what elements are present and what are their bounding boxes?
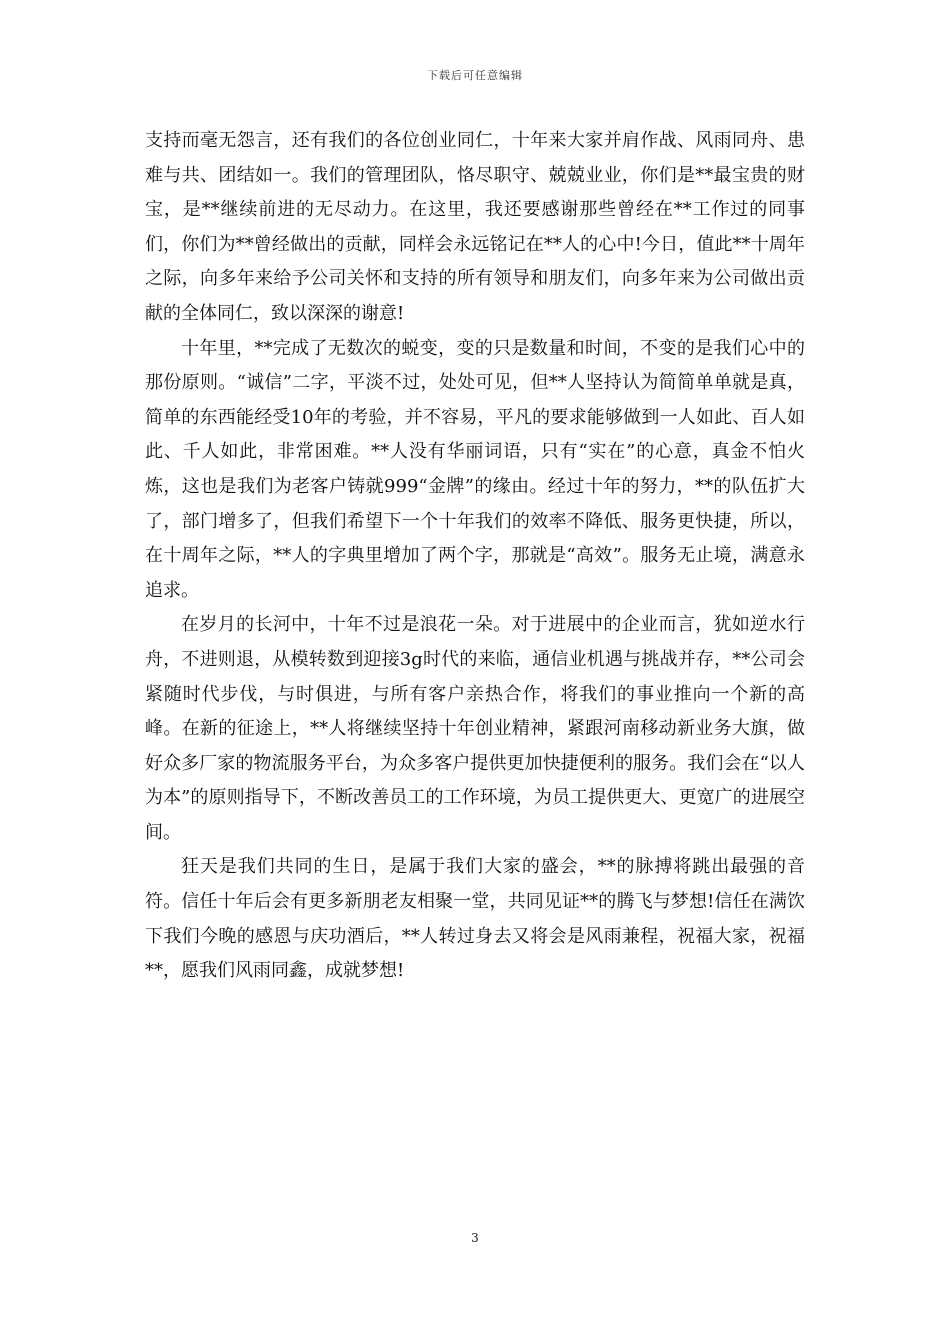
page-header: 下载后可任意编辑	[427, 69, 523, 82]
paragraph-2: 十年里，**完成了无数次的蜕变，变的只是数量和时间，不变的是我们心中的那份原则。“诚信”二字，平淡不过，处处可见，但**人坚持认为简简单单就是真，简单的东西能经受10年的考验，并不容易，平凡的要求能够做到一人如此、百人如此、千人如此，非常困难。**人没有华丽词语，只有“实在”的心意，真金不怕火炼，这也是我们为老客户铸就999“金牌”的缘由。经过十年的努力，**的队伍扩大了，部门增多了，但我们希望下一个十年我们的效率不降低、服务更快捷，所以，在十周年之际，**人的字典里增加了两个字，那就是“高效”。服务无止境，满意永追求。	[145, 337, 805, 601]
paragraph-4: 狂天是我们共同的生日，是属于我们大家的盛会，**的脉搏将跳出最强的音符。信任十年后会有更多新朋老友相聚一堂，共同见证**的腾飞与梦想!信任在满饮下我们今晚的感恩与庆功酒后，**人转过身去又将会是风雨兼程，祝福大家，祝福**，愿我们风雨同鑫，成就梦想!	[145, 856, 805, 982]
paragraph-3: 在岁月的长河中，十年不过是浪花一朵。对于进展中的企业而言，犹如逆水行舟，不进则退，从模转数到迎接3g时代的来临，通信业机遇与挑战并存，**公司会紧随时代步伐，与时俱进，与所有客户亲热合作，将我们的事业推向一个新的高峰。在新的征途上，**人将继续坚持十年创业精神，紧跟河南移动新业务大旗，做好众多厂家的物流服务平台，为众多客户提供更加快捷便利的服务。我们会在“以人为本”的原则指导下，不断改善员工的工作环境，为员工提供更大、更宽广的进展空间。	[145, 614, 805, 843]
document-body	[145, 124, 805, 989]
paragraph-1: 支持而毫无怨言，还有我们的各位创业同仁，十年来大家并肩作战、风雨同舟、患难与共、团结如一。我们的管理团队，恪尽职守、兢兢业业，你们是**最宝贵的财宝，是**继续前进的无尽动力。在这里，我还要感谢那些曾经在**工作过的同事们，你们为**曾经做出的贡献，同样会永远铭记在**人的心中!今日，值此**十周年之际，向多年来给予公司关怀和支持的所有领导和朋友们，向多年来为公司做出贡献的全体同仁，致以深深的谢意!	[145, 130, 805, 324]
page-number: 3	[471, 1231, 479, 1245]
